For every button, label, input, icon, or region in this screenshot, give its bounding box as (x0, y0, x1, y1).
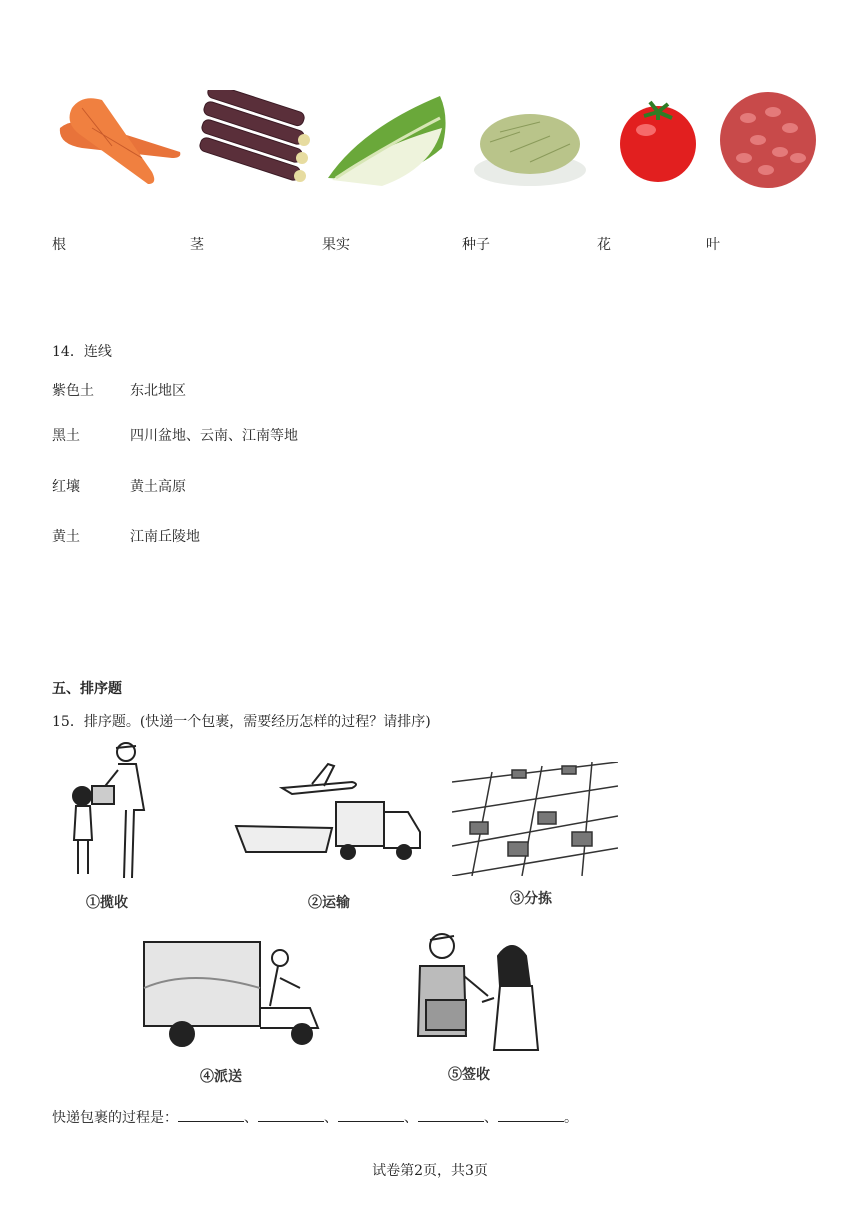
region-item: 东北地区 (130, 383, 186, 399)
sign-illustration (390, 926, 562, 1052)
page-footer: 试卷第2页，共3页 (372, 1163, 488, 1179)
step-caption: ②运输 (308, 895, 350, 911)
answer-prefix: 快递包裹的过程是： (52, 1110, 178, 1126)
tea-leaves-image (470, 92, 590, 192)
plant-label-flower: 花 (597, 237, 611, 253)
plant-label-fruit: 果实 (322, 237, 350, 253)
question-14-title: 14．连线 (52, 344, 112, 360)
peanuts-image (718, 88, 818, 192)
delivery-illustration (130, 928, 326, 1050)
answer-blank[interactable] (498, 1107, 564, 1122)
answer-line: 快递包裹的过程是： 、 、 、 、 。 (52, 1107, 578, 1127)
plant-label-stem: 茎 (190, 237, 204, 253)
plant-label-seed: 种子 (462, 237, 490, 253)
answer-blank[interactable] (258, 1107, 324, 1122)
sorting-illustration (452, 762, 618, 876)
collect-illustration (62, 740, 172, 882)
region-item: 黄土高原 (130, 479, 186, 495)
plant-label-root: 根 (52, 237, 66, 253)
soil-type-item: 黑土 (52, 428, 80, 444)
sugarcane-image (196, 90, 312, 190)
answer-blank[interactable] (338, 1107, 404, 1122)
question-15-title: 15．排序题。(快递一个包裹，需要经历怎样的过程？请排序) (52, 714, 431, 730)
region-item: 江南丘陵地 (130, 529, 200, 545)
soil-type-item: 红壤 (52, 479, 80, 495)
step-caption: ④派送 (200, 1069, 242, 1085)
step-caption: ③分拣 (510, 891, 552, 907)
section-title: 五、排序题 (52, 681, 122, 697)
cabbage-image (322, 88, 452, 192)
carrot-image (52, 88, 182, 192)
soil-type-item: 紫色土 (52, 383, 94, 399)
answer-blank[interactable] (178, 1107, 244, 1122)
plant-label-leaf: 叶 (706, 237, 720, 253)
step-caption: ①揽收 (86, 895, 128, 911)
step-caption: ⑤签收 (448, 1067, 490, 1083)
tomato-image (610, 90, 706, 190)
soil-type-item: 黄土 (52, 529, 80, 545)
region-item: 四川盆地、云南、江南等地 (130, 428, 298, 444)
transport-illustration (232, 762, 424, 870)
answer-blank[interactable] (418, 1107, 484, 1122)
